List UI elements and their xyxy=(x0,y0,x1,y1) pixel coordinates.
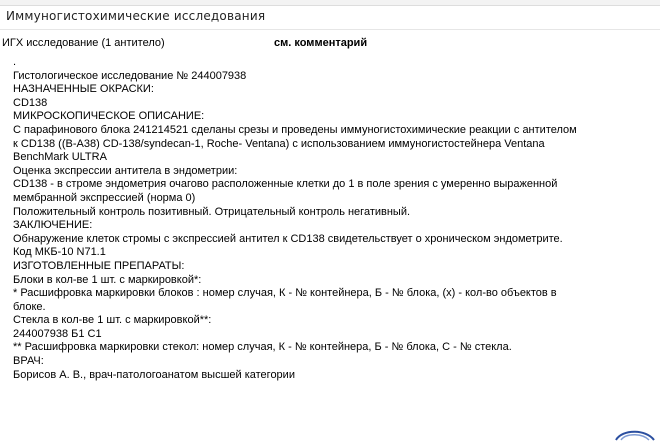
section-divider xyxy=(0,29,660,30)
report-line: CD138 xyxy=(13,96,48,109)
report-line: 244007938 Б1 С1 xyxy=(13,327,102,340)
report-line: . xyxy=(13,56,17,68)
report-line: Борисов А. В., врач-патологоанатом высшей категории xyxy=(13,368,295,381)
report-line: Гистологическое исследование № 244007938 xyxy=(13,69,247,82)
report-body xyxy=(13,56,660,382)
section-title: Иммуногистохимические исследования xyxy=(6,9,266,23)
report-line: блоке. xyxy=(13,300,46,313)
report-line: МИКРОСКОПИЧЕСКОЕ ОПИСАНИЕ: xyxy=(13,110,205,123)
report-line: Оценка экспрессии антитела в эндометрии: xyxy=(13,164,238,177)
report-line: мембранной экспрессией (норма 0) xyxy=(13,191,196,204)
report-line: CD138 - в строме эндометрия очагово расположенные клетки до 1 в поле зрения с умеренно выраженной xyxy=(13,178,558,191)
report-line: НАЗНАЧЕННЫЕ ОКРАСКИ: xyxy=(13,83,154,96)
top-strip xyxy=(0,0,660,6)
test-row xyxy=(2,37,652,52)
report-line: * Расшифровка маркировки блоков : номер случая, К - № контейнера, Б - № блока, (х) - кол-во объектов в xyxy=(13,287,557,300)
report-line: Обнаружение клеток стромы с экспрессией антител к CD138 свидетельствует о хроническом эндометрите. xyxy=(13,232,563,245)
test-name: ИГХ исследование (1 антитело) xyxy=(2,37,165,49)
test-result: см. комментарий xyxy=(274,37,368,49)
report-line: к CD138 ((B-A38) CD-138/syndecan-1, Roche- Ventana) с использованием иммуногистостейнера Ventana xyxy=(13,137,545,150)
report-line: Положительный контроль позитивный. Отрицательный контроль негативный. xyxy=(13,205,411,218)
report-line: ИЗГОТОВЛЕННЫЕ ПРЕПАРАТЫ: xyxy=(13,259,185,272)
report-line: ВРАЧ: xyxy=(13,355,44,368)
report-line: ЗАКЛЮЧЕНИЕ: xyxy=(13,219,93,232)
report-line: BenchMark ULTRA xyxy=(13,151,107,164)
lab-logo-icon xyxy=(612,425,658,441)
report-line: С парафинового блока 241214521 сделаны срезы и проведены иммуногистохимические реакции с антителом xyxy=(13,123,577,136)
report-line: Стекла в кол-ве 1 шт. с маркировкой**: xyxy=(13,314,212,327)
report-line: ** Расшифровка маркировки стекол: номер случая, К - № контейнера, Б - № блока, С - № стекла. xyxy=(13,341,512,354)
report-line: Код МКБ-10 N71.1 xyxy=(13,246,106,259)
report-line: Блоки в кол-ве 1 шт. с маркировкой*: xyxy=(13,273,202,286)
